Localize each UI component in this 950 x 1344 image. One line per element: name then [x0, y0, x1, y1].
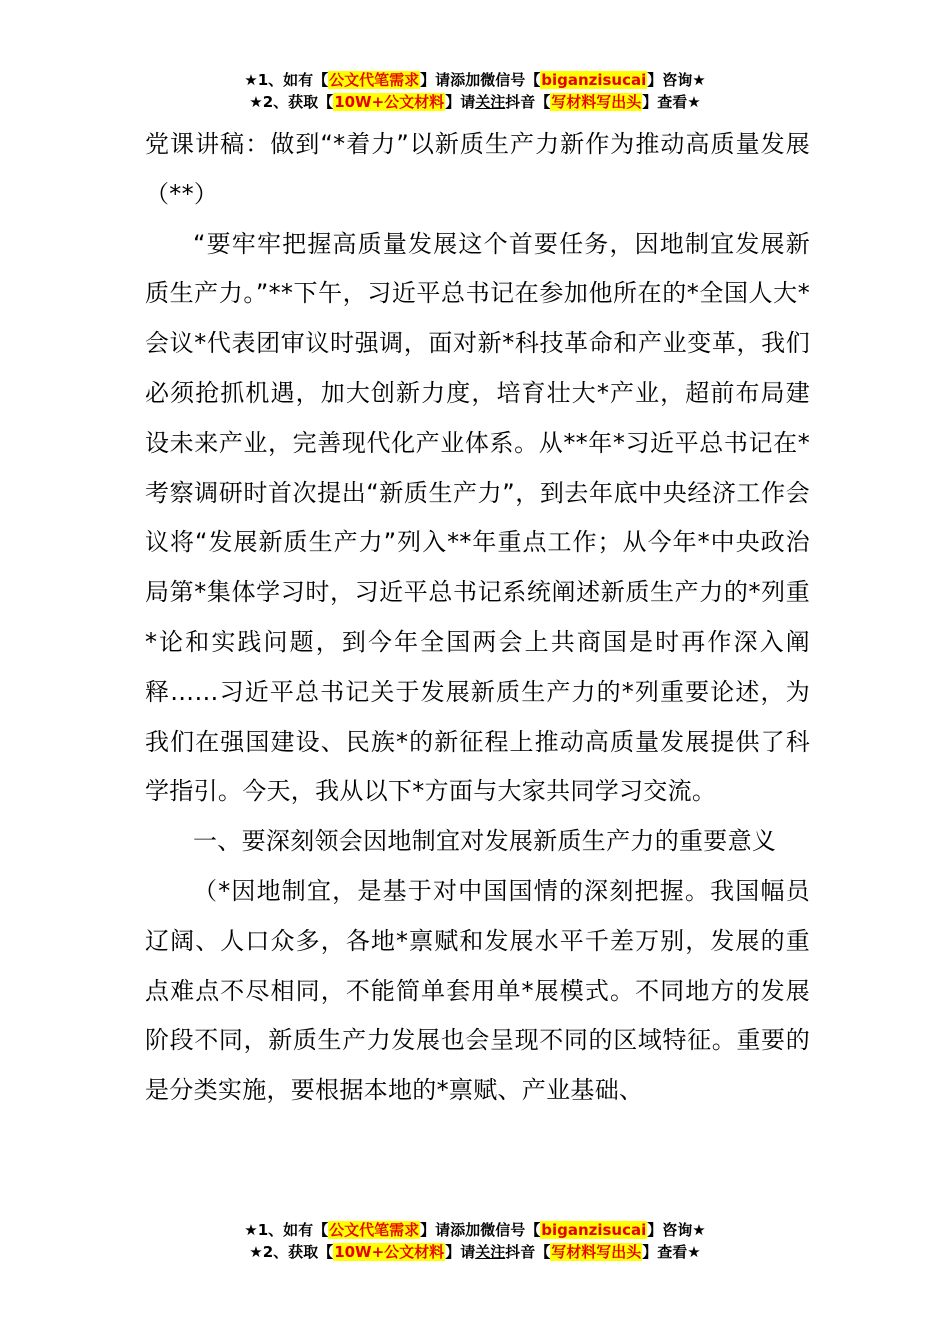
promo-line-2 [0, 1241, 950, 1263]
promo-douyin-account: 写材料写出头 [551, 1243, 642, 1261]
promo-text: ★2、获取【 [249, 93, 334, 111]
promo-wechat-id: biganzisucai [541, 71, 647, 89]
promo-text: 微信号【 [480, 1221, 541, 1239]
promo-line-2 [0, 91, 950, 113]
promo-text: ★2、获取【 [249, 1243, 334, 1261]
promo-highlight: 10W+公文材料 [334, 1243, 445, 1261]
promo-douyin-account: 写材料写出头 [551, 93, 642, 111]
document-title: 党课讲稿：做到“*着力”以新质生产力新作为推动高质量发展（**） [145, 130, 810, 208]
promo-text: 微信号【 [480, 71, 541, 89]
document-body [145, 120, 810, 1116]
promo-text: 抖音【 [505, 1243, 551, 1261]
footer-promo-banner [0, 1219, 950, 1263]
promo-highlight: 公文代笔需求 [329, 71, 420, 89]
promo-text: 】咨询★ [647, 1221, 706, 1239]
promo-text: 】请 [445, 93, 476, 111]
promo-text: 】咨询★ [647, 71, 706, 89]
promo-text: ★1、如有【 [244, 71, 329, 89]
promo-wechat-id: biganzisucai [541, 1221, 647, 1239]
promo-text: 】请 [445, 1243, 476, 1261]
promo-text: 关注 [475, 1243, 506, 1261]
promo-text: 】请添 [420, 1221, 466, 1239]
body-paragraph: （*因地制宜，是基于对中国国情的深刻把握。我国幅员辽阔、人口众多，各地*禀赋和发展水平千差万别，发展的重点难点不尽相同，不能简单套用单*展模式。不同地方的发展阶段不同，新质生产力发展也会呈现不同的区域特征。重要的是分类实施，要根据本地的*禀赋、产业基础、 [145, 876, 810, 1105]
promo-text: 加 [465, 71, 481, 89]
promo-text: ★1、如有【 [244, 1221, 329, 1239]
promo-text: 抖音【 [505, 93, 551, 111]
promo-text: 】请添 [420, 71, 466, 89]
promo-highlight: 10W+公文材料 [334, 93, 445, 111]
promo-text: 】查看★ [642, 1243, 701, 1261]
promo-line-1 [0, 69, 950, 91]
section-heading: 一、要深刻领会因地制宜对发展新质生产力的重要意义 [193, 827, 777, 856]
promo-text: 关注 [475, 93, 506, 111]
body-paragraph: “要牢牢把握高质量发展这个首要任务，因地制宜发展新质生产力。”**下午，习近平总书记在参加他所在的*全国人大*会议*代表团审议时强调，面对新*科技革命和产业变革，我们必须抢抓机遇，加大创新力度，培育壮大*产业，超前布局建设未来产业，完善现代化产业体系。从**年*习近平总书记在*考察调研时首次提出“新质生产力”，到去年底中央经济工作会议将“发展新质生产力”列入**年重点工作；从今年*中央政治局第*集体学习时，习近平总书记系统阐述新质生产力的*列重*论和实践问题，到今年全国两会上共商国是时再作深入阐释……习近平总书记关于发展新质生产力的*列重要论述，为我们在强国建设、民族*的新征程上推动高质量发展提供了科学指引。今天，我从以下*方面与大家共同学习交流。 [145, 229, 810, 806]
header-promo-banner [0, 69, 950, 113]
promo-line-1 [0, 1219, 950, 1241]
promo-text: 】查看★ [642, 93, 701, 111]
promo-text: 加 [465, 1221, 481, 1239]
promo-highlight: 公文代笔需求 [329, 1221, 420, 1239]
